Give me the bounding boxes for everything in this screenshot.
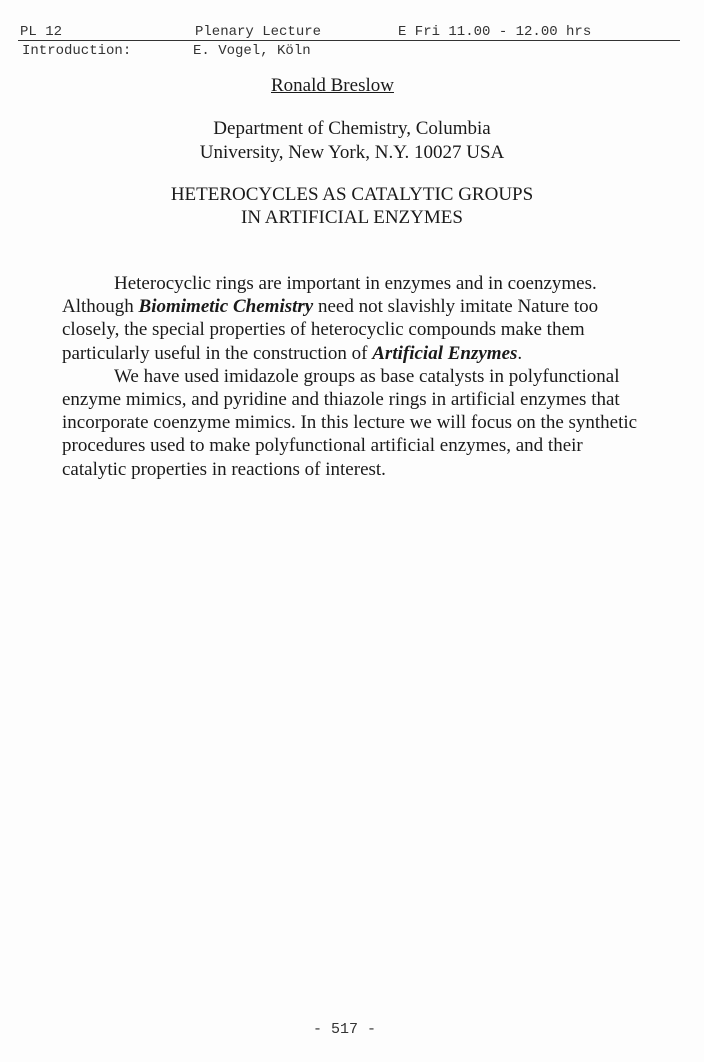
paragraph-1: Heterocyclic rings are important in enzymes and in coenzymes. Although Biomimetic Chemistry need not slavishly imitate Nature too closely, the special properties of heterocyclic compounds make them particularly useful in the construction of Artificial Enzymes. (62, 273, 599, 364)
intro-label: Introduction: (22, 43, 132, 59)
paragraph-2: We have used imidazole groups as base catalysts in polyfunctional enzyme mimics, and pyridine and thiazole rings in artificial enzymes that incorporate coenzyme mimics. In this lecture we will focus on the synthetic procedures used to make polyfunctional artificial enzymes, and their catalytic properties in reactions of interest. (62, 365, 638, 480)
session-code: PL 12 (20, 24, 63, 40)
affiliation-line-2: University, New York, N.Y. 10027 USA (199, 142, 505, 163)
affiliation-line-1: Department of Chemistry, Columbia (213, 118, 491, 139)
lecture-time: E Fri 11.00 - 12.00 hrs (398, 24, 592, 40)
lecture-type: Plenary Lecture (195, 24, 322, 40)
abstract-body (62, 272, 647, 481)
title-line-2: IN ARTIFICIAL ENZYMES (241, 207, 463, 228)
title-line-1: HETEROCYCLES AS CATALYTIC GROUPS (170, 184, 534, 205)
intro-name: E. Vogel, Köln (193, 43, 311, 59)
author: Ronald Breslow (271, 75, 394, 96)
header-rule (18, 40, 680, 41)
page-number: - 517 - (313, 1021, 377, 1038)
